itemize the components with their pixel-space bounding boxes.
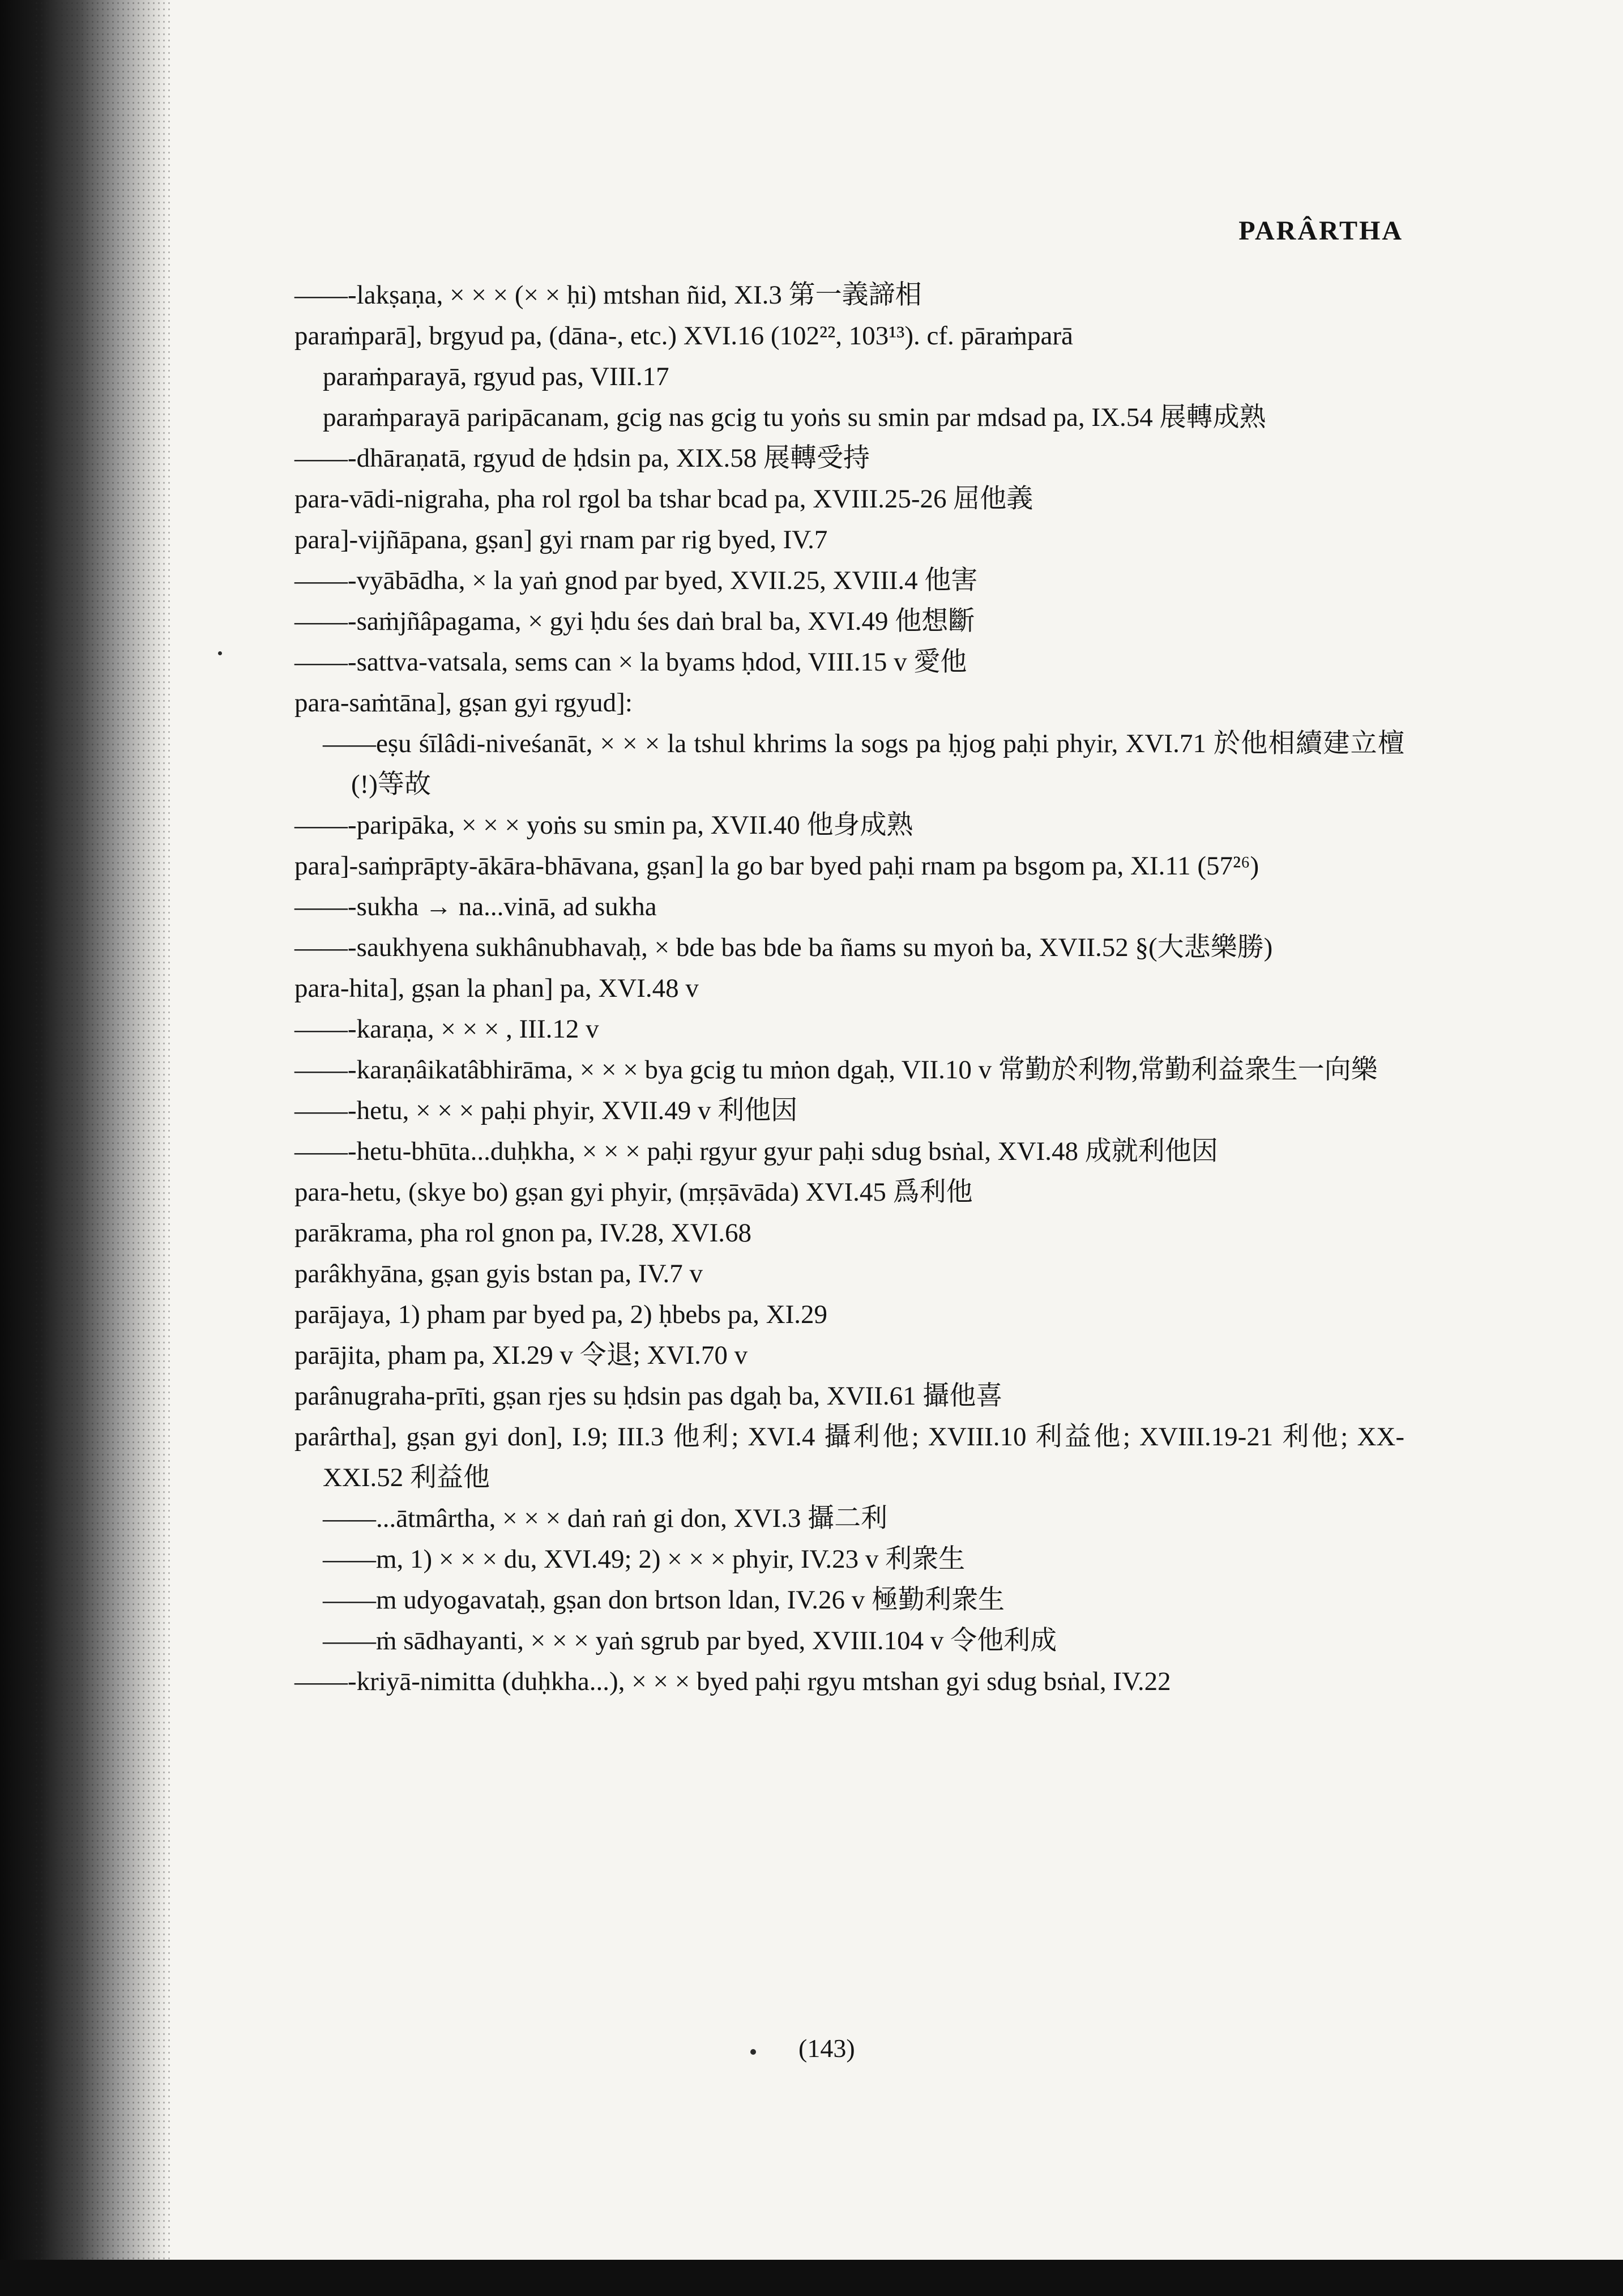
dictionary-entry: parākrama, pha rol gnon pa, IV.28, XVI.68 [294, 1218, 752, 1248]
dictionary-entry: parājita, pham pa, XI.29 v 令退; XVI.70 v [294, 1341, 748, 1370]
dictionary-entry: parânugraha-prīti, gṣan rjes su ḥdsin pas dgaḥ ba, XVII.61 攝他喜 [294, 1381, 1003, 1411]
dictionary-entries [294, 275, 1404, 1702]
dictionary-entry: ——-kriyā-nimitta (duḥkha...), × × × byed paḥi rgyu mtshan gyi sdug bsṅal, IV.22 [294, 1667, 1171, 1696]
dictionary-entry: ——-sukha → na...vinā, ad sukha [294, 892, 657, 921]
dictionary-entry: para]-saṁprāpty-ākāra-bhāvana, gṣan] la go bar byed paḥi rnam pa bsgom pa, XI.11 (57²⁶) [294, 851, 1259, 881]
dictionary-entry: parârtha], gṣan gyi don], I.9; III.3 他利; XVI.4 攝利他; XVIII.10 利益他; XVIII.19-21 利他; XX-XXI.52 利益他 [294, 1422, 1404, 1492]
dictionary-entry: para]-vijñāpana, gṣan] gyi rnam par rig byed, IV.7 [294, 525, 828, 554]
dictionary-entry: ——m udyogavataḥ, gṣan don brtson ldan, IV.26 v 極勤利衆生 [323, 1585, 1005, 1615]
dictionary-entry: parâkhyāna, gṣan gyis bstan pa, IV.7 v [294, 1259, 703, 1288]
dictionary-entry: ——-saukhyena sukhânubhavaḥ, × bde bas bde ba ñams su myoṅ ba, XVII.52 §(大悲樂勝) [294, 933, 1273, 962]
dictionary-entry: parājaya, 1) pham par byed pa, 2) ḥbebs pa, XI.29 [294, 1300, 827, 1329]
dictionary-entry: ——-saṁjñâpagama, × gyi ḥdu śes daṅ bral ba, XVI.49 他想斷 [294, 607, 975, 636]
dictionary-entry: ——-hetu, × × × paḥi phyir, XVII.49 v 利他因 [294, 1096, 798, 1125]
dictionary-entry: paraṁparayā paripācanam, gcig nas gcig tu yoṅs su smin par mdsad pa, IX.54 展轉成熟 [323, 403, 1266, 432]
dictionary-entry: ——m, 1) × × × du, XVI.49; 2) × × × phyir, IV.23 v 利衆生 [323, 1544, 966, 1574]
ink-speck [218, 651, 222, 655]
dictionary-entry: ——...ātmârtha, × × × daṅ raṅ gi don, XVI.3 攝二利 [323, 1504, 888, 1533]
running-head: PARÂRTHA [1238, 216, 1403, 246]
dictionary-entry: ——-paripāka, × × × yoṅs su smin pa, XVII.40 他身成熟 [294, 810, 913, 840]
scan-bottom-edge [0, 2260, 1623, 2296]
dictionary-entry: paraṁparā], brgyud pa, (dāna-, etc.) XVI.16 (102²², 103¹³). cf. pāraṁparā [294, 321, 1073, 351]
dictionary-entry: ——eṣu śīlâdi-niveśanāt, × × × la tshul khrims la sogs pa ḥjog paḥi phyir, XVI.71 於他相續建立檀(!)等故 [323, 729, 1404, 799]
dictionary-entry: ——-hetu-bhūta...duḥkha, × × × paḥi rgyur gyur paḥi sdug bsṅal, XVI.48 成就利他因 [294, 1137, 1218, 1166]
dictionary-entry: para-hetu, (skye bo) gṣan gyi phyir, (mṛṣāvāda) XVI.45 爲利他 [294, 1177, 973, 1207]
dictionary-entry: ——-sattva-vatsala, sems can × la byams ḥdod, VIII.15 v 愛他 [294, 647, 967, 677]
dictionary-entry: ——-karaṇa, × × × , III.12 v [294, 1014, 599, 1044]
dictionary-entry: ——ṁ sādhayanti, × × × yaṅ sgrub par byed, XVIII.104 v 令他利成 [323, 1626, 1057, 1655]
page-number: (143) [798, 2034, 855, 2063]
dictionary-entry: para-saṁtāna], gṣan gyi rgyud]: [294, 688, 633, 718]
dictionary-entry: ——-vyābādha, × la yaṅ gnod par byed, XVII.25, XVIII.4 他害 [294, 566, 978, 595]
dictionary-entry: ——-karaṇâikatâbhirāma, × × × bya gcig tu mṅon dgaḥ, VII.10 v 常勤於利物,常勤利益衆生一向樂 [294, 1055, 1378, 1085]
binding-speckle [34, 0, 170, 2296]
dictionary-entry: paraṁparayā, rgyud pas, VIII.17 [323, 362, 669, 391]
dictionary-entry: ——-dhāraṇatā, rgyud de ḥdsin pa, XIX.58 展轉受持 [294, 443, 870, 473]
ink-speck [750, 2049, 756, 2055]
dictionary-entry: para-hita], gṣan la phan] pa, XVI.48 v [294, 974, 699, 1003]
dictionary-entry: ——-lakṣaṇa, × × × (× × ḥi) mtshan ñid, XI.3 第一義諦相 [294, 280, 922, 310]
dictionary-entry: para-vādi-nigraha, pha rol rgol ba tshar bcad pa, XVIII.25-26 屈他義 [294, 484, 1033, 514]
